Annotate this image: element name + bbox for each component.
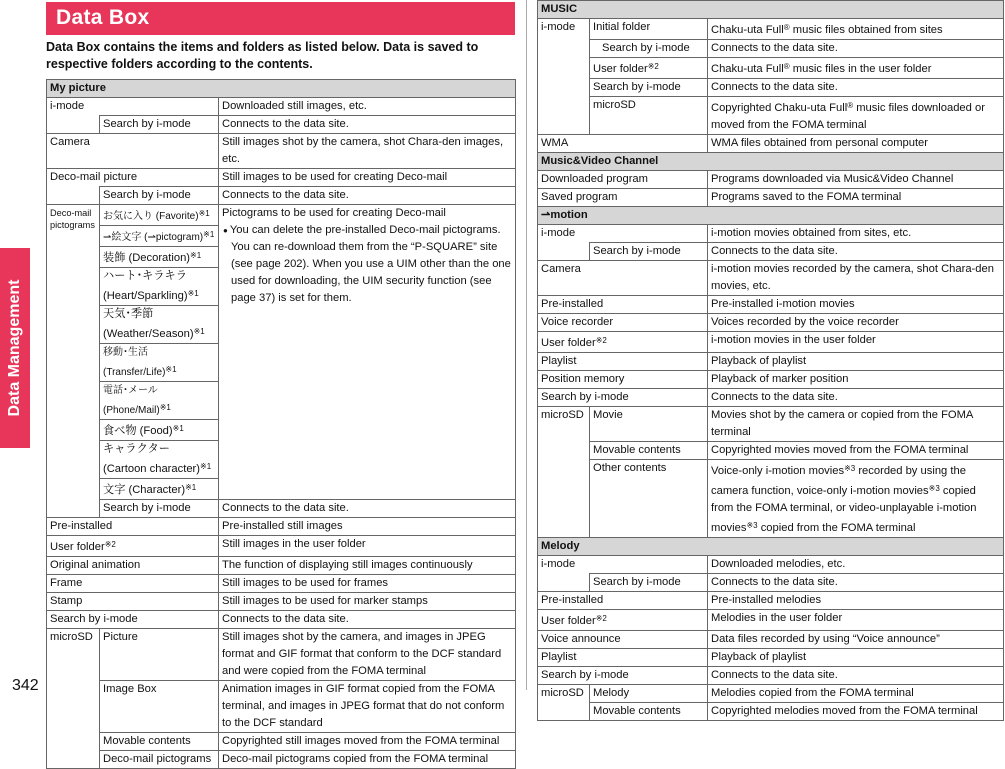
- table-row: [538, 40, 1004, 58]
- folder-desc: Copyrighted Chaku-uta Full® music files downloaded or moved from the FOMA terminal: [708, 97, 1004, 135]
- section-header-row: [47, 80, 516, 98]
- folder-deco-pictograms-sd: Deco-mail pictograms: [100, 751, 219, 769]
- folder-search-imode: Search by i-mode: [100, 500, 219, 518]
- folder-user-folder: User folder$^{※2}$: [538, 332, 708, 353]
- pictogram-sub-pictogram: ⇀絵文字 (⇀pictogram)$^{※1}$: [100, 226, 219, 247]
- folder-desc: Connects to the data site.: [219, 116, 516, 134]
- folder-desc: Connects to the data site.: [708, 243, 1004, 261]
- folder-desc: Connects to the data site.: [708, 79, 1004, 97]
- pictogram-sub-weather: 天気･季節 (Weather/Season)$^{※1}$: [100, 306, 219, 344]
- folder-desc: Connects to the data site.: [219, 500, 516, 518]
- folder-desc: Connects to the data site.: [708, 40, 1004, 58]
- folder-microsd: microSD: [538, 685, 590, 721]
- folder-search-imode: Search by i-mode: [538, 667, 708, 685]
- folder-desc: Pre-installed i-motion movies: [708, 296, 1004, 314]
- page-number: 342: [12, 677, 39, 694]
- folder-desc: Connects to the data site.: [708, 574, 1004, 592]
- folder-search-imode: Search by i-mode: [47, 611, 219, 629]
- folder-desc: i-motion movies obtained from sites, etc.: [708, 225, 1004, 243]
- folder-other-contents: Other contents: [590, 460, 708, 538]
- folder-camera: Camera: [538, 261, 708, 296]
- section-header-row: [538, 1, 1004, 19]
- table-row: [538, 667, 1004, 685]
- folder-search-imode: Search by i-mode: [100, 116, 219, 134]
- folder-search-imode: Search by i-mode: [590, 79, 708, 97]
- table-row: [538, 19, 1004, 40]
- folder-desc: Still images shot by the camera, and images in JPEG format and GIF format that conform to the DCF standard and were copied from the FOMA terminal: [219, 629, 516, 681]
- folder-melody: Melody: [590, 685, 708, 703]
- folder-preinstalled: Pre-installed: [47, 518, 219, 536]
- table-row: [538, 371, 1004, 389]
- table-row: [47, 733, 516, 751]
- folder-downloaded-program: Downloaded program: [538, 171, 708, 189]
- deco-pictograms-desc: Pictograms to be used for creating Deco-mail ● You can delete the pre-installed Deco-mail pictograms. You can re-download them from the “P-SQUARE” site (see page 202). When you use a UIM other than the one used for downloading, the UIM security function (see page 37) is set for them.: [219, 205, 516, 500]
- folder-voice-recorder: Voice recorder: [538, 314, 708, 332]
- folder-desc: Pre-installed still images: [219, 518, 516, 536]
- section-header-row: [538, 153, 1004, 171]
- table-row: [538, 703, 1004, 721]
- table-row: [47, 134, 516, 169]
- deco-pictograms-note: ● You can delete the pre-installed Deco-mail pictograms. You can re-download them from the “P-SQUARE” site (see page 202). When you use a UIM other than the one used for downloading, the UIM security function (see page 37) is set for them.: [222, 222, 512, 307]
- my-picture-table: [46, 79, 516, 769]
- folder-desc: Programs downloaded via Music&Video Channel: [708, 171, 1004, 189]
- folder-preinstalled: Pre-installed: [538, 296, 708, 314]
- folder-desc: Movies shot by the camera or copied from the FOMA terminal: [708, 407, 1004, 442]
- folder-desc: Chaku-uta Full® music files obtained from sites: [708, 19, 1004, 40]
- folder-desc: Still images to be used for creating Deco-mail: [219, 169, 516, 187]
- section-imotion: ⇀motion: [538, 207, 1004, 225]
- folder-imode: i-mode: [538, 19, 590, 135]
- folder-microsd: microSD: [590, 97, 708, 135]
- folder-user-folder: User folder$^{※2}$: [47, 536, 219, 557]
- folder-deco-mail-picture: Deco-mail picture: [47, 169, 219, 187]
- page-header: [46, 2, 515, 35]
- folder-desc: Copyrighted movies moved from the FOMA terminal: [708, 442, 1004, 460]
- table-row: [47, 629, 516, 681]
- folder-desc: Connects to the data site.: [219, 611, 516, 629]
- folder-desc: WMA files obtained from personal computer: [708, 135, 1004, 153]
- table-row: [538, 79, 1004, 97]
- pictogram-sub-food: 食べ物 (Food)$^{※1}$: [100, 420, 219, 441]
- folder-frame: Frame: [47, 575, 219, 593]
- section-melody: Melody: [538, 538, 1004, 556]
- page-title: Data Box: [56, 6, 150, 29]
- folder-camera: Camera: [47, 134, 219, 169]
- folder-desc: i-motion movies in the user folder: [708, 332, 1004, 353]
- folder-desc: Voice-only i-motion movies$^{※3}$ recorded by using the camera function, voice-only i-motion movies$^{※3}$ copied from the FOMA terminal, or video-unplayable i-motion movies$^{※3}$ copied from the FOMA terminal: [708, 460, 1004, 538]
- table-row: [538, 171, 1004, 189]
- folder-desc: Still images to be used for marker stamps: [219, 593, 516, 611]
- folder-wma: WMA: [538, 135, 708, 153]
- folder-movable-contents: Movable contents: [100, 733, 219, 751]
- section-music-video-channel: Music&Video Channel: [538, 153, 1004, 171]
- table-row: [538, 649, 1004, 667]
- pictogram-sub-moji: 文字 (Character)$^{※1}$: [100, 479, 219, 500]
- section-my-picture: My picture: [47, 80, 516, 98]
- folder-desc: Downloaded melodies, etc.: [708, 556, 1004, 574]
- table-row: [47, 169, 516, 187]
- table-row: [538, 353, 1004, 371]
- table-row: [538, 574, 1004, 592]
- table-row: [47, 681, 516, 733]
- table-row: [47, 575, 516, 593]
- section-header-row: [538, 207, 1004, 225]
- table-row: [538, 556, 1004, 574]
- table-row: [538, 189, 1004, 207]
- table-row: [47, 751, 516, 769]
- folder-saved-program: Saved program: [538, 189, 708, 207]
- folder-desc: Playback of playlist: [708, 353, 1004, 371]
- pictogram-sub-favorite: お気に入り (Favorite)$^{※1}$: [100, 205, 219, 226]
- folder-desc: Still images shot by the camera, shot Chara-den images, etc.: [219, 134, 516, 169]
- pictogram-sub-decoration: 装飾 (Decoration)$^{※1}$: [100, 247, 219, 268]
- table-row: [538, 592, 1004, 610]
- folder-movable-contents: Movable contents: [590, 703, 708, 721]
- folder-desc: Chaku-uta Full® music files in the user folder: [708, 58, 1004, 79]
- folder-desc: Deco-mail pictograms copied from the FOMA terminal: [219, 751, 516, 769]
- table-row: [47, 500, 516, 518]
- table-row: [538, 58, 1004, 79]
- pictogram-sub-heart: ハート･キラキラ (Heart/Sparkling)$^{※1}$: [100, 268, 219, 306]
- table-row: [538, 225, 1004, 243]
- folder-search-imode: Search by i-mode: [100, 187, 219, 205]
- music-motion-melody-table: [537, 0, 1004, 721]
- column-divider: [526, 0, 527, 690]
- table-row: [47, 205, 516, 226]
- folder-picture: Picture: [100, 629, 219, 681]
- folder-desc: The function of displaying still images continuously: [219, 557, 516, 575]
- folder-stamp: Stamp: [47, 593, 219, 611]
- folder-desc: Still images to be used for frames: [219, 575, 516, 593]
- folder-desc: Playback of playlist: [708, 649, 1004, 667]
- table-row: [538, 314, 1004, 332]
- table-row: [538, 610, 1004, 631]
- folder-desc: Copyrighted melodies moved from the FOMA terminal: [708, 703, 1004, 721]
- folder-preinstalled: Pre-installed: [538, 592, 708, 610]
- section-side-tab: [0, 248, 30, 448]
- folder-desc: Connects to the data site.: [219, 187, 516, 205]
- side-tab-label: Data Management: [6, 279, 23, 417]
- folder-microsd: microSD: [47, 629, 100, 769]
- table-row: [47, 611, 516, 629]
- pictogram-sub-phone: 電話･メール (Phone/Mail)$^{※1}$: [100, 382, 219, 420]
- folder-playlist: Playlist: [538, 353, 708, 371]
- table-row: [47, 536, 516, 557]
- folder-desc: Voices recorded by the voice recorder: [708, 314, 1004, 332]
- pictogram-sub-character: キャラクター (Cartoon character)$^{※1}$: [100, 441, 219, 479]
- table-row: [47, 187, 516, 205]
- folder-movie: Movie: [590, 407, 708, 442]
- intro-text: Data Box contains the items and folders as listed below. Data is saved to respective folders according to the contents.: [46, 40, 479, 71]
- folder-imode: i-mode: [538, 225, 708, 243]
- folder-deco-mail-pictograms: Deco-mail pictograms: [47, 205, 100, 500]
- folder-desc: Downloaded still images, etc.: [219, 98, 516, 116]
- folder-desc: Programs saved to the FOMA terminal: [708, 189, 1004, 207]
- table-row: [538, 135, 1004, 153]
- folder-desc: Data files recorded by using “Voice announce”: [708, 631, 1004, 649]
- table-row: [538, 332, 1004, 353]
- folder-desc: Playback of marker position: [708, 371, 1004, 389]
- table-row: [47, 557, 516, 575]
- table-row: [47, 593, 516, 611]
- folder-image-box: Image Box: [100, 681, 219, 733]
- table-row: [538, 460, 1004, 538]
- table-row: [538, 243, 1004, 261]
- folder-desc: Pre-installed melodies: [708, 592, 1004, 610]
- folder-user-folder: User folder$^{※2}$: [538, 610, 708, 631]
- table-row: [47, 98, 516, 116]
- folder-imode: i-mode: [538, 556, 708, 574]
- folder-desc: Melodies in the user folder: [708, 610, 1004, 631]
- folder-movable-contents: Movable contents: [590, 442, 708, 460]
- table-row: [538, 389, 1004, 407]
- table-row: [538, 97, 1004, 135]
- folder-position-memory: Position memory: [538, 371, 708, 389]
- folder-imode: i-mode: [47, 98, 219, 116]
- folder-desc: i-motion movies recorded by the camera, shot Chara-den movies, etc.: [708, 261, 1004, 296]
- section-header-row: [538, 538, 1004, 556]
- folder-search-imode: Search by i-mode: [538, 389, 708, 407]
- folder-desc: Connects to the data site.: [708, 389, 1004, 407]
- folder-original-animation: Original animation: [47, 557, 219, 575]
- folder-desc: Melodies copied from the FOMA terminal: [708, 685, 1004, 703]
- pictogram-sub-transfer: 移動･生活 (Transfer/Life)$^{※1}$: [100, 344, 219, 382]
- folder-desc: Connects to the data site.: [708, 667, 1004, 685]
- table-row: [47, 116, 516, 134]
- folder-search-imode: Search by i-mode: [590, 40, 708, 58]
- folder-user-folder: User folder$^{※2}$: [590, 58, 708, 79]
- table-row: [538, 442, 1004, 460]
- folder-search-imode: Search by i-mode: [590, 574, 708, 592]
- folder-desc: Animation images in GIF format copied from the FOMA terminal, and images in JPEG format that do not conform to the DCF standard: [219, 681, 516, 733]
- table-row: [538, 407, 1004, 442]
- folder-desc: Still images in the user folder: [219, 536, 516, 557]
- folder-voice-announce: Voice announce: [538, 631, 708, 649]
- table-row: [538, 685, 1004, 703]
- folder-desc: Copyrighted still images moved from the FOMA terminal: [219, 733, 516, 751]
- section-music: MUSIC: [538, 1, 1004, 19]
- folder-microsd: microSD: [538, 407, 590, 538]
- table-row: [538, 296, 1004, 314]
- table-row: [47, 518, 516, 536]
- folder-initial: Initial folder: [590, 19, 708, 40]
- table-row: [538, 631, 1004, 649]
- folder-search-imode: Search by i-mode: [590, 243, 708, 261]
- table-row: [538, 261, 1004, 296]
- folder-playlist: Playlist: [538, 649, 708, 667]
